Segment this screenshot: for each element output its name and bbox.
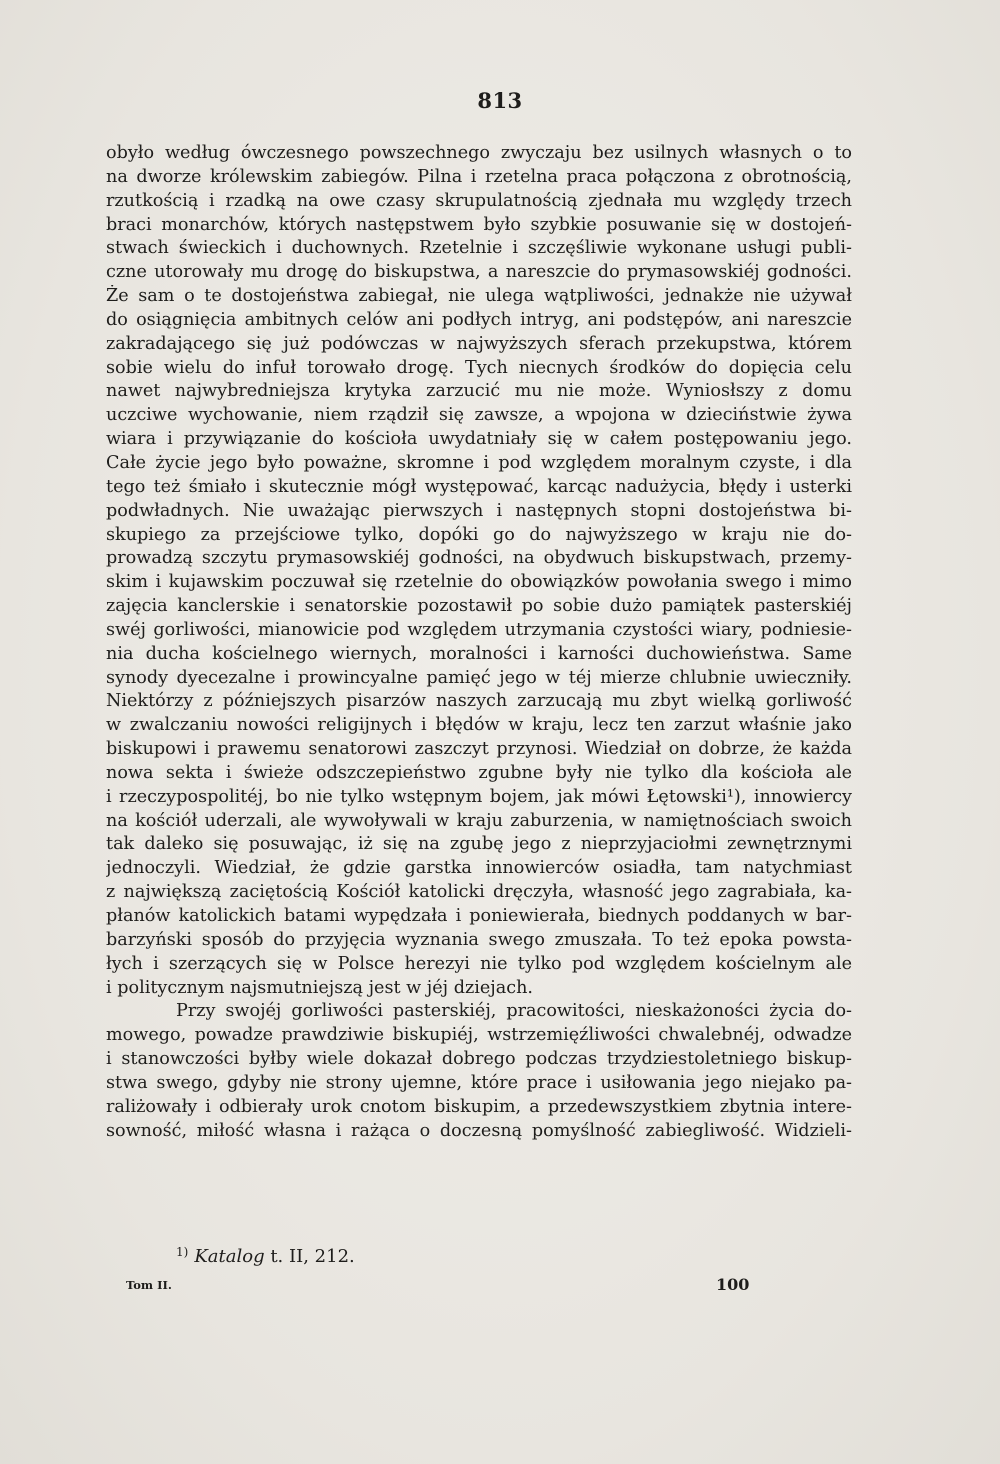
text-line: na dworze królewskim zabiegów. Pilna i rzetelna praca połączona z obrotnością, <box>106 166 852 187</box>
text-line: prowadzą szczytu prymasowskiéj godności, na obydwuch biskupstwach, przemy- <box>106 548 852 569</box>
paragraph-end-line: i politycznym najsmutniejszą jest w jéj dziejach. <box>106 977 534 998</box>
text-line: i stanowczości byłby wiele dokazał dobrego podczas trzydziestoletniego biskup- <box>106 1049 852 1070</box>
text-line: i rzeczypospolitéj, bo nie tylko wstępnym bojem, jak mówi Łętowski¹), innowiercy <box>106 786 852 807</box>
text-line: tego też śmiało i skutecznie mógł występować, karcąc nadużycia, błędy i usterki <box>106 476 852 497</box>
text-line: czne utorowały mu drogę do biskupstwa, a nareszcie do prymasowskiéj godności. <box>106 262 852 283</box>
text-line: Niektórzy z późniejszych pisarzów naszych zarzucają mu zbyt wielką gorliwość <box>106 691 852 712</box>
text-line: stwach świeckich i duchownych. Rzetelnie i szczęśliwie wykonane usługi publi- <box>106 238 852 259</box>
text-line: obyło według ówczesnego powszechnego zwyczaju bez usilnych własnych o to <box>106 143 852 163</box>
text-line: rzutkością i rzadką na owe czasy skrupulatnością zjednała mu względy trzech <box>106 190 852 211</box>
text-line: skim i kujawskim poczuwał się rzetelnie do obowiązków powołania swego i mimo <box>106 572 852 593</box>
text-line: płanów katolickich batami wypędzała i poniewierała, biednych poddanych w bar- <box>106 906 852 926</box>
text-line: sobie wielu do infuł torowało drogę. Tych niecnych środków do dopięcia celu <box>106 357 852 378</box>
text-line: łych i szerzących się w Polsce herezyi nie tylko pod względem kościelnym ale <box>106 953 852 974</box>
text-line: Że sam o te dostojeństwa zabiegał, nie ulega wątpliwości, jednakże nie używał <box>106 286 852 307</box>
text-line: Całe życie jego było poważne, skromne i pod względem moralnym czyste, i dla <box>106 452 852 473</box>
text-line: z największą zaciętością Kościół katolicki dręczyła, własność jego zagrabiała, ka- <box>106 882 852 903</box>
text-line: na kościół uderzali, ale wywoływali w kraju zaburzenia, w namiętnościach swoich <box>106 810 852 831</box>
volume-signature: Tom II. <box>126 1278 172 1292</box>
text-line: biskupowi i prawemu senatorowi zaszczyt przynosi. Wiedział on dobrze, że każda <box>106 739 852 760</box>
text-line: jednoczyli. Wiedział, że gdzie garstka innowierców osiadła, tam natychmiast <box>106 858 852 879</box>
sheet-number: 100 <box>716 1275 750 1294</box>
text-line: nawet najwybredniejsza krytyka zarzucić mu nie może. Wyniosłszy z domu <box>106 381 852 402</box>
text-line: wiara i przywiązanie do kościoła uwydatniały się w całem postępowaniu jego. <box>106 429 852 450</box>
text-line: uczciwe wychowanie, niem rządził się zawsze, a wpojona w dzieciństwie żywa <box>106 405 852 426</box>
text-line: sowność, miłość własna i rażąca o doczesną pomyślność zabiegliwość. Widzieli- <box>106 1120 852 1141</box>
body-text <box>106 142 852 1143</box>
text-line: synody dyecezalne i prowincyalne pamięć jego w téj mierze chlubnie uwieczniły. <box>106 667 852 688</box>
text-line: do osiągnięcia ambitnych celów ani podłych intryg, ani podstępów, ani nareszcie <box>106 309 852 330</box>
text-line: w zwalczaniu nowości religijnych i błędów w kraju, lecz ten zarzut właśnie jako <box>106 715 852 736</box>
text-line: skupiego za przejściowe tylko, dopóki go do najwyższego w kraju nie do- <box>106 524 852 545</box>
text-line: stwa swego, gdyby nie strony ujemne, które prace i usiłowania jego niejako pa- <box>106 1072 852 1093</box>
text-line: nowa sekta i świeże odszczepieństwo zgubne były nie tylko dla kościoła ale <box>106 762 852 783</box>
footnote-marker: 1) <box>176 1245 189 1259</box>
text-line: zakradającego się już podówczas w najwyższych sferach przekupstwa, którem <box>106 333 852 354</box>
page-number: 813 <box>477 88 523 113</box>
text-line: nia ducha kościelnego wiernych, moralności i karności duchowieństwa. Same <box>106 643 852 664</box>
footnote-title: Katalog <box>194 1246 265 1267</box>
text-line: mowego, powadze prawdziwie biskupiéj, wstrzemięźliwości chwalebnéj, odwadze <box>106 1025 852 1046</box>
text-line: barzyński sposób do przyjęcia wyznania swego zmuszała. To też epoka powsta- <box>106 929 852 950</box>
text-line: braci monarchów, których następstwem było szybkie posuwanie się w dostojeń- <box>106 214 852 235</box>
footnote <box>176 1245 355 1267</box>
text-line: zajęcia kanclerskie i senatorskie pozostawił po sobie dużo pamiątek pasterskiéj <box>106 596 852 617</box>
text-line: tak daleko się posuwając, iż się na zgubę jego z nieprzyjaciołmi zewnętrznymi <box>106 834 852 855</box>
text-line: swéj gorliwości, mianowicie pod względem utrzymania czystości wiary, podniesie- <box>106 619 852 640</box>
paragraph-start-line: Przy swojéj gorliwości pasterskiéj, pracowitości, nieskażoności życia do- <box>176 1001 852 1022</box>
footnote-ref: t. II, 212. <box>270 1246 355 1267</box>
text-line: podwładnych. Nie uważając pierwszych i następnych stopni dostojeństwa bi- <box>106 500 852 521</box>
text-line: raliżowały i odbierały urok cnotom biskupim, a przedewszystkiem zbytnia intere- <box>106 1096 852 1117</box>
